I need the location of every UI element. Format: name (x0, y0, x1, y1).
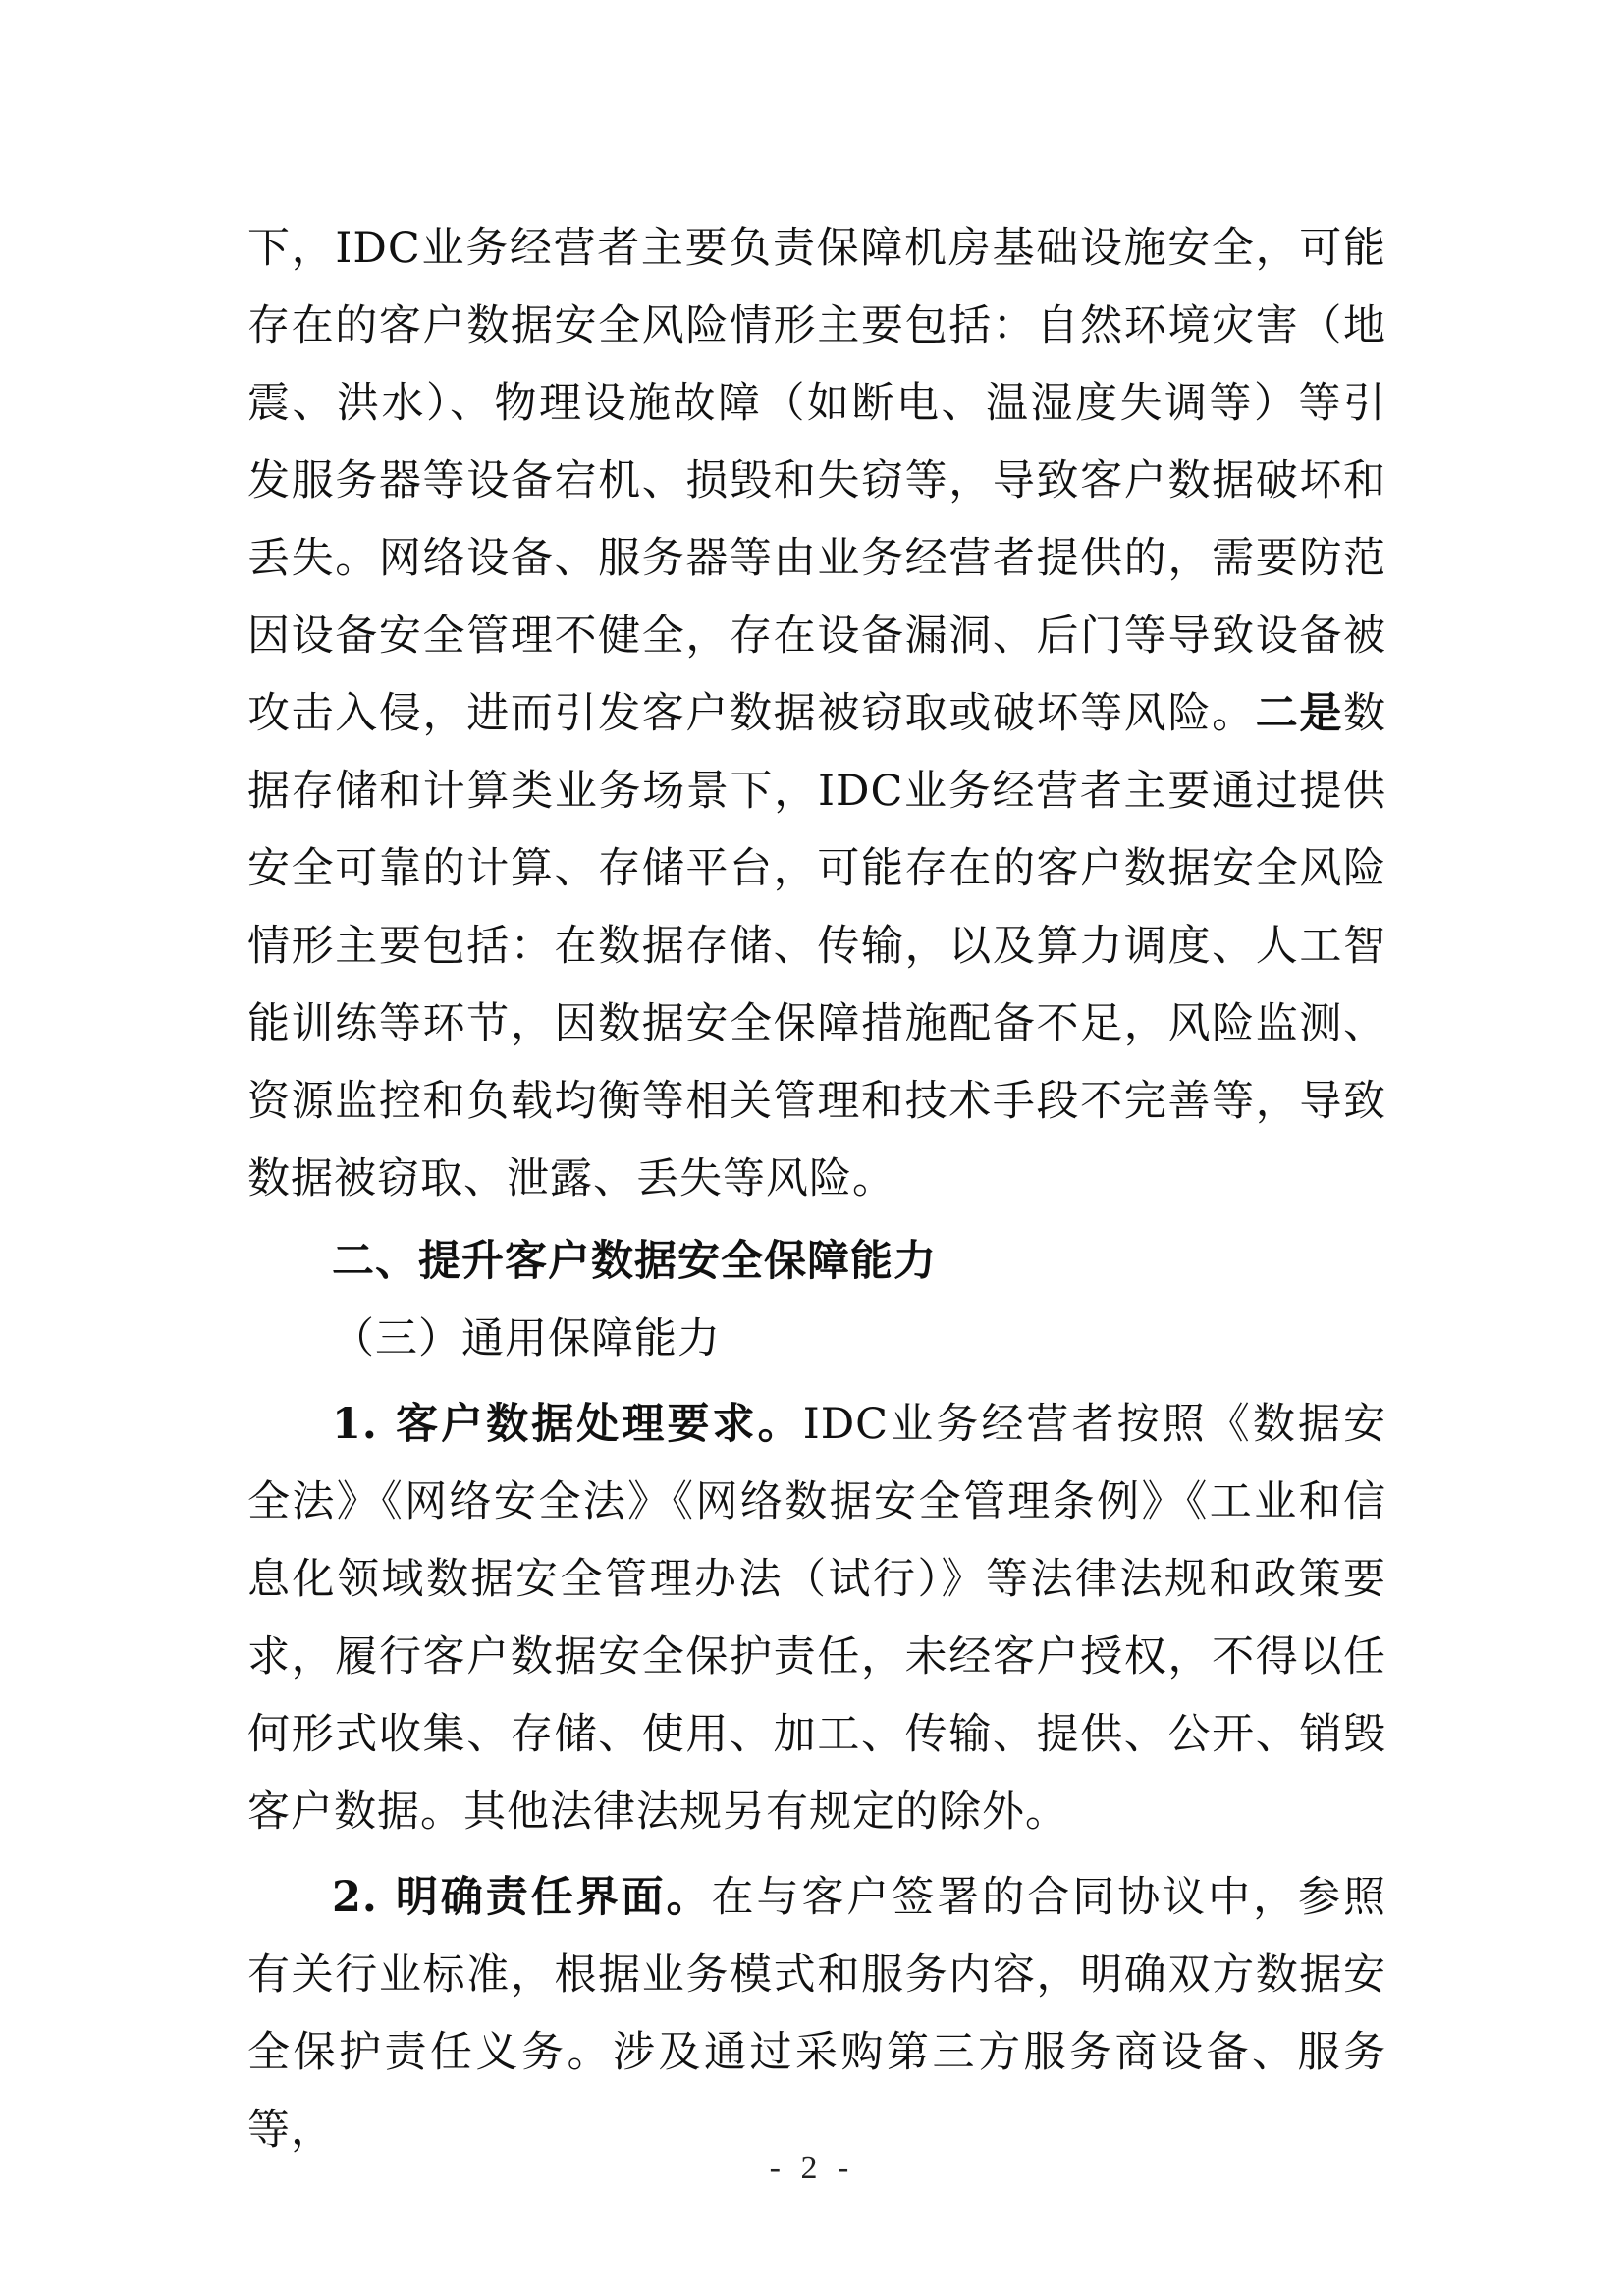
emphasis-text: 二是 (1255, 689, 1344, 738)
subsection-heading: （三）通用保障能力 (332, 1314, 721, 1363)
item-lead: 1. 客户数据处理要求。 (332, 1400, 803, 1449)
item-responsibility-interface (247, 1859, 1386, 2169)
item-lead: 2. 明确责任界面。 (332, 1873, 712, 1922)
item-body: 在与客户签署的合同协议中，参照有关行业标准，根据业务模式和服务内容，明确双方数据安全保护责任义务。涉及通过采购第三方服务商设备、服务等， (247, 1873, 1386, 2155)
paragraph-text: 下，IDC业务经营者主要负责保障机房基础设施安全，可能存在的客户数据安全风险情形主要包括：自然环境灾害（地震、洪水）、物理设施故障（如断电、温湿度失调等）等引发服务器等设备宕机、损毁和失窃等，导致客户数据破坏和丢失。网络设备、服务器等由业务经营者提供的，需要防范因设备安全管理不健全，存在设备漏洞、后门等导致设备被攻击入侵，进而引发客户数据被窃取或破坏等风险。 (247, 224, 1386, 738)
paragraph-risk-scenarios (247, 210, 1386, 1218)
item-client-data-processing (247, 1386, 1386, 1851)
document-body (247, 210, 1386, 2169)
page-number: - 2 - (769, 2150, 855, 2186)
paragraph-text-continued: 数据存储和计算类业务场景下，IDC业务经营者主要通过提供安全可靠的计算、存储平台，可能存在的客户数据安全风险情形主要包括：在数据存储、传输，以及算力调度、人工智能训练等环节，因数据安全保障措施配备不足，风险监测、资源监控和负载均衡等相关管理和技术手段不完善等，导致数据被窃取、泄露、丢失等风险。 (247, 689, 1387, 1203)
item-body: IDC业务经营者按照《数据安全法》《网络安全法》《网络数据安全管理条例》《工业和信息化领域数据安全管理办法（试行）》等法律法规和政策要求，履行客户数据安全保护责任，未经客户授权，不得以任何形式收集、存储、使用、加工、传输、提供、公开、销毁客户数据。其他法律法规另有规定的除外。 (247, 1400, 1386, 1837)
section-heading: 二、提升客户数据安全保障能力 (332, 1237, 937, 1286)
